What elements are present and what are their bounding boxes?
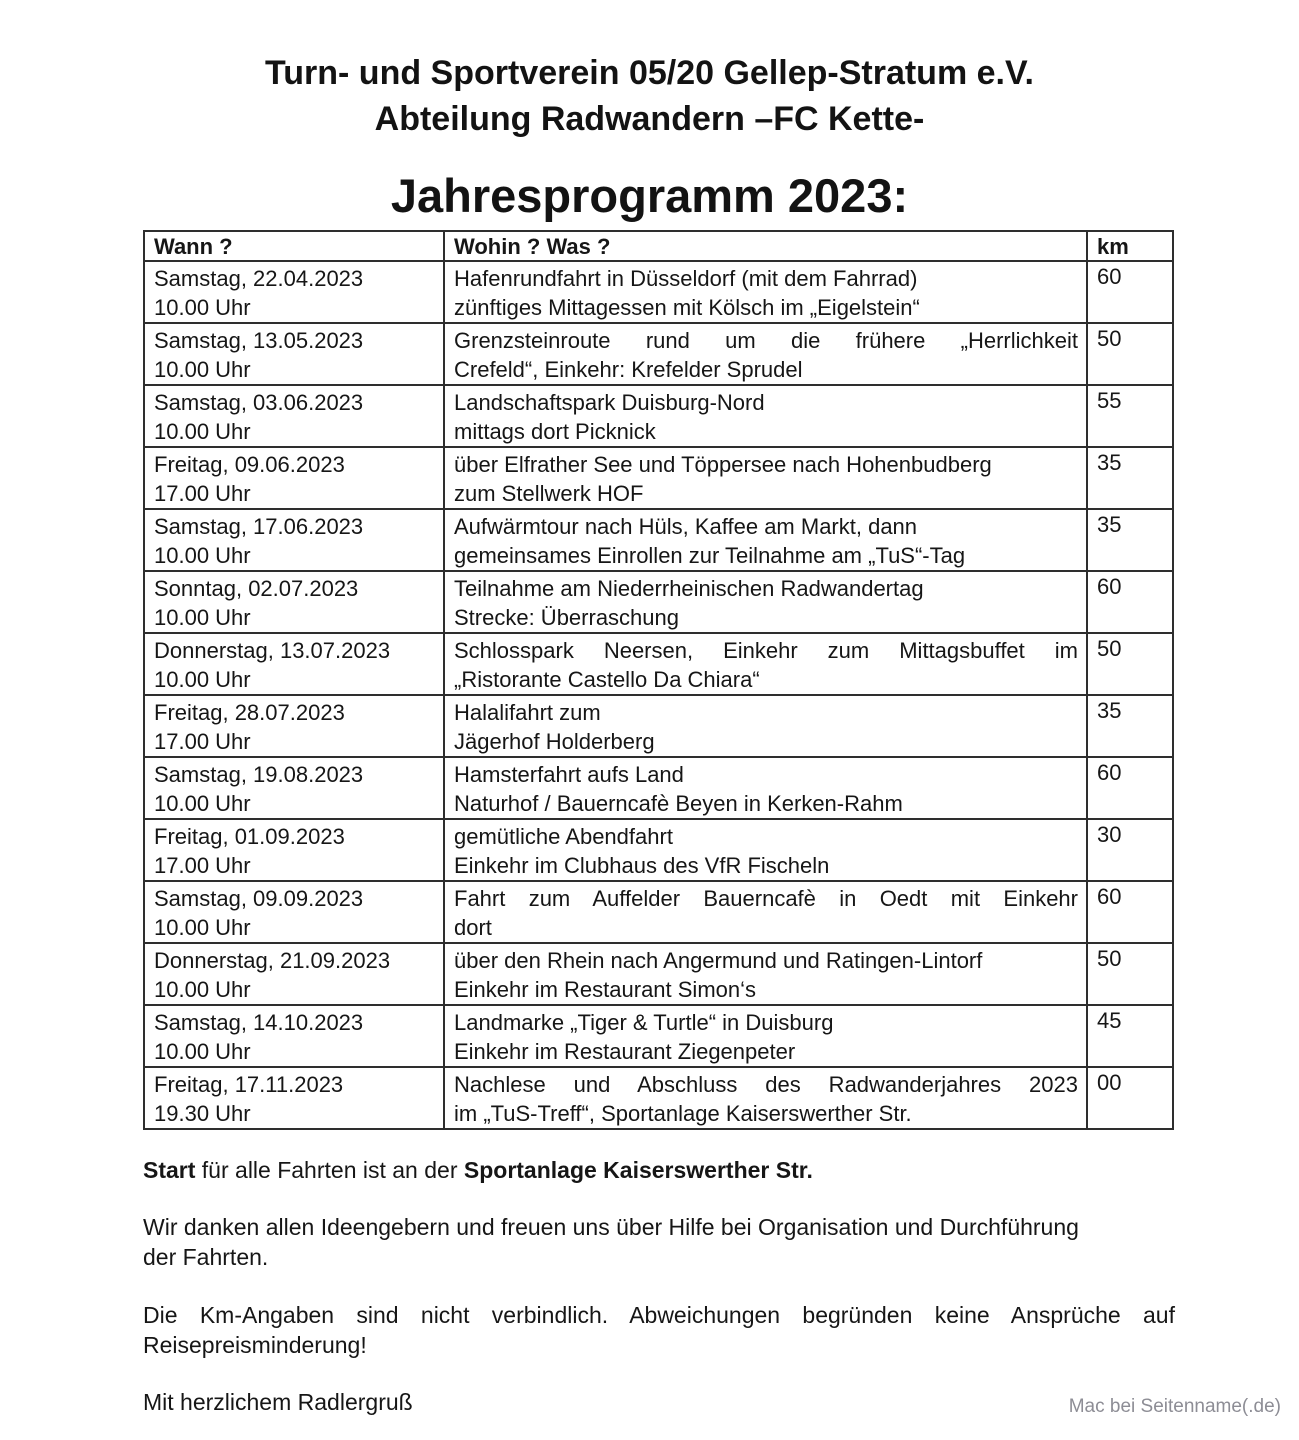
text-line: 10.00 Uhr <box>154 543 251 568</box>
text-line: Samstag, 13.05.2023 <box>154 328 364 353</box>
table-row <box>144 323 1173 385</box>
text-line: Sonntag, 02.07.2023 <box>154 576 359 601</box>
text-line: Fahrt zum Auffelder Bauerncafè in Oedt mit Einkehr <box>454 886 1078 911</box>
cell-what <box>444 447 1087 509</box>
text-line: „Ristorante Castello Da Chiara“ <box>454 667 760 692</box>
text-line: Hafenrundfahrt in Düsseldorf (mit dem Fahrrad) <box>454 266 918 291</box>
cell-km: 35 <box>1087 695 1173 757</box>
cell-what <box>444 261 1087 323</box>
cell-when <box>144 447 444 509</box>
column-header-wann: Wann ? <box>144 231 444 261</box>
cell-km: 55 <box>1087 385 1173 447</box>
cell-what <box>444 1067 1087 1129</box>
cell-km: 60 <box>1087 261 1173 323</box>
text-line: Teilnahme am Niederrheinischen Radwandertag <box>454 576 924 601</box>
text-line: Schlosspark Neersen, Einkehr zum Mittagsbuffet im <box>454 638 1078 663</box>
text-line: 10.00 Uhr <box>154 791 251 816</box>
start-location-note <box>143 1155 1175 1185</box>
text-line: Samstag, 17.06.2023 <box>154 514 364 539</box>
program-table <box>143 230 1174 1130</box>
cell-km: 45 <box>1087 1005 1173 1067</box>
table-row <box>144 1067 1173 1129</box>
text-line: 10.00 Uhr <box>154 605 251 630</box>
column-header-wohin-was: Wohin ? Was ? <box>444 231 1087 261</box>
cell-when <box>144 819 444 881</box>
text-line: Naturhof / Bauerncafè Beyen in Kerken-Rahm <box>454 791 903 816</box>
text-line: über Elfrather See und Töppersee nach Hohenbudberg <box>454 452 992 477</box>
text-line: 10.00 Uhr <box>154 667 251 692</box>
text-line: zünftiges Mittagessen mit Kölsch im „Eigelstein“ <box>454 295 920 320</box>
table-row <box>144 571 1173 633</box>
text-line: Freitag, 28.07.2023 <box>154 700 345 725</box>
text-line: 17.00 Uhr <box>154 729 251 754</box>
cell-when <box>144 943 444 1005</box>
text-line: Einkehr im Restaurant Ziegenpeter <box>454 1039 796 1064</box>
text-line: 10.00 Uhr <box>154 977 251 1002</box>
text-line: Aufwärmtour nach Hüls, Kaffee am Markt, dann <box>454 514 918 539</box>
table-row <box>144 819 1173 881</box>
table-header-row <box>144 231 1173 261</box>
text-line: Einkehr im Clubhaus des VfR Fischeln <box>454 853 830 878</box>
cell-what <box>444 323 1087 385</box>
thanks-line-2: der Fahrten. <box>143 1244 269 1270</box>
table-row <box>144 881 1173 943</box>
cell-when <box>144 323 444 385</box>
text-line: Freitag, 09.06.2023 <box>154 452 345 477</box>
text-line: Hamsterfahrt aufs Land <box>454 762 684 787</box>
cell-km: 60 <box>1087 757 1173 819</box>
organization-header <box>0 0 1299 142</box>
cell-km: 50 <box>1087 323 1173 385</box>
table-row <box>144 261 1173 323</box>
column-header-km: km <box>1087 231 1173 261</box>
cell-km: 60 <box>1087 571 1173 633</box>
cell-when <box>144 881 444 943</box>
cell-km: 35 <box>1087 447 1173 509</box>
cell-what <box>444 1005 1087 1067</box>
cell-km: 30 <box>1087 819 1173 881</box>
text-line: gemütliche Abendfahrt <box>454 824 673 849</box>
org-name-line1: Turn- und Sportverein 05/20 Gellep-Stratum e.V. <box>265 54 1034 92</box>
text-line: 19.30 Uhr <box>154 1101 251 1126</box>
text-line: zum Stellwerk HOF <box>454 481 644 506</box>
page-title: Jahresprogramm 2023: <box>390 169 909 222</box>
thanks-paragraph <box>143 1212 1175 1272</box>
start-middle-text: für alle Fahrten ist an der <box>195 1157 464 1183</box>
cell-when <box>144 571 444 633</box>
cell-when <box>144 695 444 757</box>
text-line: Freitag, 01.09.2023 <box>154 824 345 849</box>
cell-when <box>144 757 444 819</box>
thanks-line-1: Wir danken allen Ideengebern und freuen uns über Hilfe bei Organisation und Durchführung <box>143 1214 1079 1240</box>
table-row <box>144 1005 1173 1067</box>
cell-when <box>144 1005 444 1067</box>
cell-km: 00 <box>1087 1067 1173 1129</box>
text-line: mittags dort Picknick <box>454 419 656 444</box>
cell-what <box>444 571 1087 633</box>
cell-km: 50 <box>1087 633 1173 695</box>
cell-what <box>444 385 1087 447</box>
cell-what <box>444 633 1087 695</box>
table-row <box>144 385 1173 447</box>
start-location: Sportanlage Kaiserswerther Str. <box>463 1157 813 1183</box>
cell-km: 50 <box>1087 943 1173 1005</box>
cell-what <box>444 881 1087 943</box>
text-line: Samstag, 03.06.2023 <box>154 390 364 415</box>
cell-what <box>444 819 1087 881</box>
table-row <box>144 943 1173 1005</box>
text-line: Freitag, 17.11.2023 <box>154 1072 344 1097</box>
text-line: 10.00 Uhr <box>154 419 251 444</box>
cell-when <box>144 385 444 447</box>
km-disclaimer-paragraph <box>143 1300 1175 1360</box>
cell-what <box>444 509 1087 571</box>
cell-what <box>444 695 1087 757</box>
table-row <box>144 695 1173 757</box>
text-line: Einkehr im Restaurant Simon‘s <box>454 977 757 1002</box>
table-row <box>144 633 1173 695</box>
text-line: Samstag, 19.08.2023 <box>154 762 364 787</box>
site-watermark: Mac bei Seitenname(.de) <box>1068 1396 1281 1417</box>
text-line: 10.00 Uhr <box>154 357 251 382</box>
table-row <box>144 757 1173 819</box>
cell-when <box>144 509 444 571</box>
text-line: im „TuS-Treff“, Sportanlage Kaiserswerther Str. <box>454 1101 912 1126</box>
text-line: Samstag, 14.10.2023 <box>154 1010 364 1035</box>
cell-when <box>144 261 444 323</box>
text-line: Samstag, 09.09.2023 <box>154 886 364 911</box>
text-line: Strecke: Überraschung <box>454 605 679 630</box>
text-line: 17.00 Uhr <box>154 853 251 878</box>
cell-when <box>144 1067 444 1129</box>
text-line: Donnerstag, 13.07.2023 <box>154 638 391 663</box>
cell-km: 35 <box>1087 509 1173 571</box>
km-disclaimer-line-1: Die Km-Angaben sind nicht verbindlich. Abweichungen begründen keine Ansprüche auf <box>143 1302 1175 1328</box>
text-line: Landschaftspark Duisburg-Nord <box>454 390 765 415</box>
cell-what <box>444 757 1087 819</box>
closing-greeting: Mit herzlichem Radlergruß <box>143 1389 413 1415</box>
table-row <box>144 447 1173 509</box>
text-line: Crefeld“, Einkehr: Krefelder Sprudel <box>454 357 803 382</box>
text-line: über den Rhein nach Angermund und Ratingen-Lintorf <box>454 948 983 973</box>
org-name-line2: Abteilung Radwandern –FC Kette- <box>374 100 925 138</box>
table-row <box>144 509 1173 571</box>
text-line: Landmarke „Tiger & Turtle“ in Duisburg <box>454 1010 834 1035</box>
text-line: 10.00 Uhr <box>154 1039 251 1064</box>
text-line: 10.00 Uhr <box>154 295 251 320</box>
text-line: 17.00 Uhr <box>154 481 251 506</box>
text-line: Grenzsteinroute rund um die frühere „Herrlichkeit <box>454 328 1078 353</box>
cell-when <box>144 633 444 695</box>
start-word: Start <box>143 1157 196 1183</box>
text-line: gemeinsames Einrollen zur Teilnahme am „TuS“-Tag <box>454 543 966 568</box>
text-line: Donnerstag, 21.09.2023 <box>154 948 391 973</box>
text-line: 10.00 Uhr <box>154 915 251 940</box>
km-disclaimer-line-2: Reisepreisminderung! <box>143 1332 367 1358</box>
text-line: dort <box>454 915 492 940</box>
cell-km: 60 <box>1087 881 1173 943</box>
text-line: Jägerhof Holderberg <box>454 729 655 754</box>
text-line: Nachlese und Abschluss des Radwanderjahres 2023 <box>454 1072 1078 1097</box>
text-line: Halalifahrt zum <box>454 700 601 725</box>
text-line: Samstag, 22.04.2023 <box>154 266 364 291</box>
cell-what <box>444 943 1087 1005</box>
